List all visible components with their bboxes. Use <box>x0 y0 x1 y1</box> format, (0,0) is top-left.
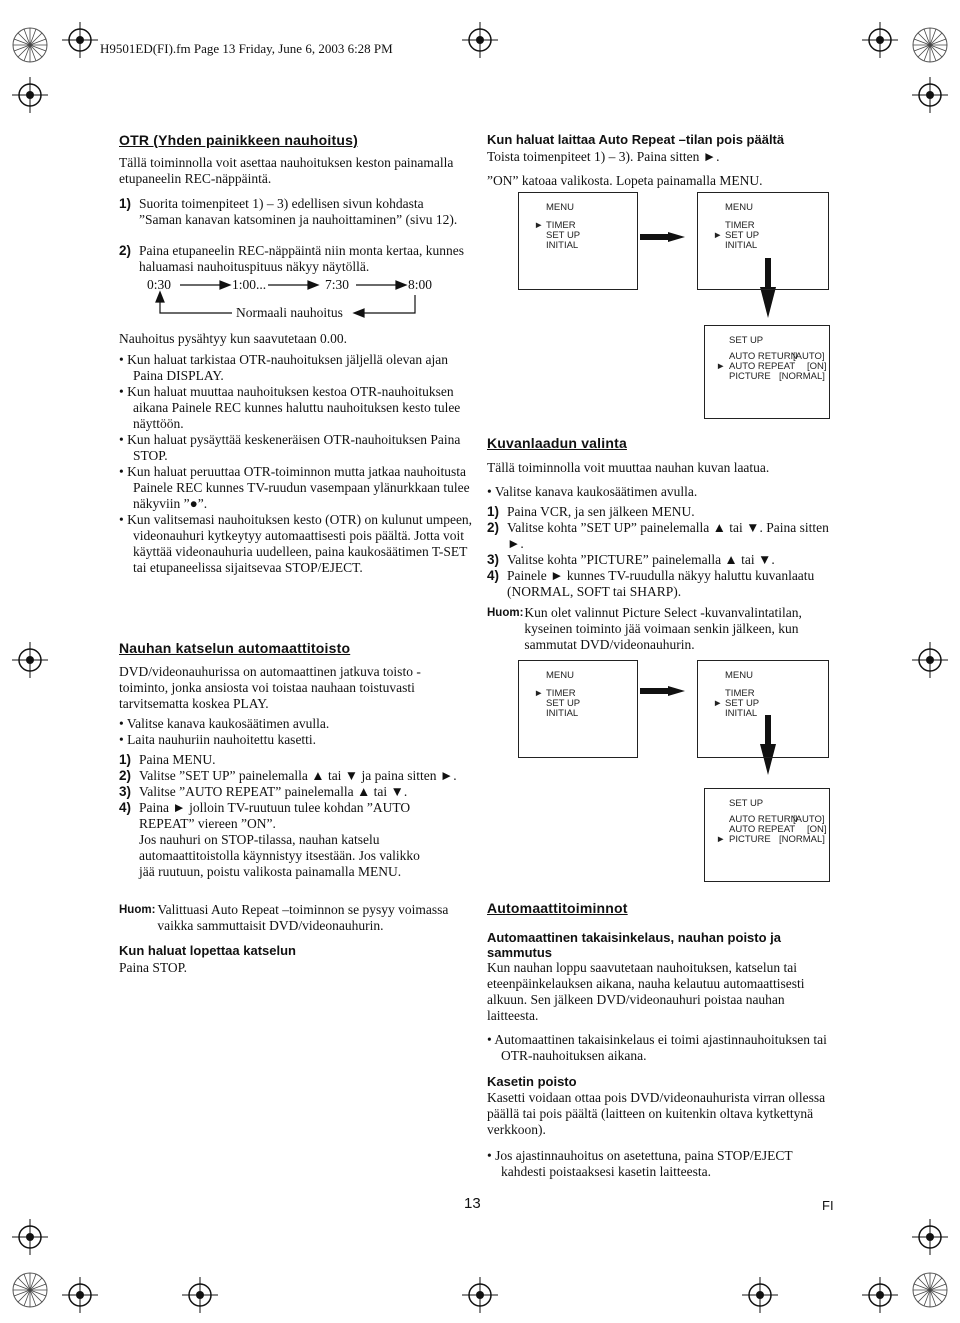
bullet-item: • Kun haluat muuttaa nauhoituksen kestoa OTR-nauhoituksen aikana Painele REC kunnes haluttu nauhoituksen kesto tulee näyttöön. <box>119 384 461 431</box>
otr-bullets <box>119 352 474 576</box>
auto-functions-title: Automaattitoiminnot <box>487 900 628 916</box>
tv-menu-screen: MENU ► TIMER SET UP INITIAL <box>518 192 638 290</box>
step-item: 4) Painele ► kunnes TV-ruudulla näkyy haluttu kuvanlaatu (NORMAL, SOFT tai SHARP). <box>487 568 815 599</box>
tv-setup-screen-picture: SET UP AUTO RETURN [AUTO] AUTO REPEAT [ON] ► PICTURE [NORMAL] <box>704 788 830 882</box>
otr-step-2 <box>119 243 469 275</box>
step-text: Suorita toimenpiteet 1) – 3) edellisen sivun kohdasta ”Saman kanavan katsominen ja nauhoittaminen” (sivu 12). <box>139 196 458 227</box>
auto-bullet1: • Automaattinen takaisinkelaus ei toimi ajastinnauhoituksen tai OTR-nauhoituksen aikana. <box>487 1032 827 1063</box>
starburst-icon <box>13 28 47 62</box>
seq-value: 0:30 <box>147 277 172 292</box>
cursor-arrow-icon: ► <box>534 220 544 231</box>
tv-setup-screen: SET UP AUTO RETURN [AUTO] ► AUTO REPEAT [ON] PICTURE [NORMAL] <box>704 325 830 419</box>
autorepeat-note <box>119 902 464 934</box>
page-number: 13 <box>464 1195 481 1212</box>
auto-repeat-off-line1: Toista toimenpiteet 1) – 3). Paina sitten ►. <box>487 149 720 164</box>
otr-title: OTR (Yhden painikkeen nauhoitus) <box>119 132 358 148</box>
step-item: 4) Paina ► jolloin TV-ruutuun tulee kohdan ”AUTO REPEAT” viereen ”ON”. <box>119 800 411 831</box>
step-item: 1) Paina VCR, ja sen jälkeen MENU. <box>487 504 695 519</box>
step-number: 1) <box>119 196 132 211</box>
bullet-item: • Kun haluat pysäyttää keskeneräisen OTR-nauhoituksen Paina STOP. <box>119 432 461 463</box>
stop-viewing-text: Paina STOP. <box>119 960 188 975</box>
step-4-extra: Jos nauhuri on STOP-tilassa, nauhan katselu automaattitoistolla käynnistyy itsestään. Jos valikko jää ruutuun, poistu valikosta painamalla MENU. <box>139 832 420 879</box>
bullet-item: • Kun haluat tarkistaa OTR-nauhoituksen jäljellä olevan ajan Paina DISPLAY. <box>119 352 449 383</box>
crosshair-target-icon <box>62 1277 98 1313</box>
seq-value: 8:00 <box>408 277 433 292</box>
auto-repeat-off-line2: ”ON” katoaa valikosta. Lopeta painamalla MENU. <box>487 173 763 188</box>
otr-intro: Tällä toiminnolla voit asettaa nauhoituksen keston painamalla etupaneelin REC-näppäintä. <box>119 155 454 186</box>
note-label: Huom: <box>119 904 156 916</box>
bullet-item: • Laita nauhuriin nauhoitettu kasetti. <box>119 732 317 747</box>
auto-text1: Kun nauhan loppu saavutetaan nauhoituksen, katselun tai eteenpäinkelauksen aikana, nauha kelautuu automaattisesti alkuun. Sen jälkeen DVD/videonauhuri poistaa nauhan laitteesta. <box>487 960 805 1023</box>
picture-title: Kuvanlaadun valinta <box>487 435 627 451</box>
cursor-arrow-icon: ► <box>716 834 726 845</box>
cursor-arrow-icon: ► <box>713 698 723 709</box>
crosshair-target-icon <box>862 1277 898 1313</box>
cursor-arrow-icon: ► <box>716 361 726 372</box>
picture-bullet: • Valitse kanava kaukosäätimen avulla. <box>487 484 698 499</box>
crosshair-target-icon <box>12 77 48 113</box>
step-item: 1) Paina MENU. <box>119 752 216 767</box>
bullet-item: • Valitse kanava kaukosäätimen avulla. <box>119 716 330 731</box>
tv-menu-screen-setup: MENU TIMER ► SET UP INITIAL <box>697 660 829 758</box>
otr-step-1 <box>119 196 469 228</box>
autorepeat-intro: DVD/videonauhurissa on automaattinen jatkuva toisto -toiminto, jonka ansiosta voi toistaa nauhaan toistuvasti tarvitsematta koskea PLAY. <box>119 664 421 711</box>
file-info-header: H9501ED(FI).fm Page 13 Friday, June 6, 2003 6:28 PM <box>100 41 393 56</box>
stop-viewing-title: Kun haluat lopettaa katselun <box>119 943 296 958</box>
crosshair-target-icon <box>912 1219 948 1255</box>
step-text: Paina etupaneelin REC-näppäintä niin monta kertaa, kunnes haluamasi nauhoituspituus näkyy näytöllä. <box>139 243 465 274</box>
note-text: Kun olet valinnut Picture Select -kuvanvalintatilan, kyseinen toiminto jää voimaan senkin jälkeen, kun sammutat DVD/videonauhurin. <box>524 605 802 652</box>
crosshair-target-icon <box>182 1277 218 1313</box>
crosshair-target-icon <box>462 22 498 58</box>
crosshair-target-icon <box>742 1277 778 1313</box>
auto-text2: Kasetti voidaan ottaa pois DVD/videonauhurista virran ollessa päällä tai pois päältä (laitteen on kuitenkin oltava kytkettynä verkkoon). <box>487 1090 826 1137</box>
crosshair-target-icon <box>12 1219 48 1255</box>
seq-value: 7:30 <box>325 277 350 292</box>
autorepeat-steps <box>119 752 479 880</box>
auto-sub1: Automaattinen takaisinkelaus, nauhan poisto ja sammutus <box>487 930 782 960</box>
step-item: 2) Valitse ”SET UP” painelemalla ▲ tai ▼ ja paina sitten ►. <box>119 768 457 783</box>
starburst-icon <box>13 1273 47 1307</box>
otr-stops-text: Nauhoitus pysähtyy kun saavutetaan 0.00. <box>119 331 347 346</box>
tv-menu-screen-setup: MENU TIMER ► SET UP INITIAL <box>697 192 829 290</box>
crosshair-target-icon <box>912 642 948 678</box>
tv-menu-screen: MENU ► TIMER SET UP INITIAL <box>518 660 638 758</box>
crosshair-target-icon <box>912 77 948 113</box>
cursor-arrow-icon: ► <box>534 688 544 699</box>
crosshair-target-icon <box>462 1277 498 1313</box>
normal-recording-label: Normaali nauhoitus <box>236 305 343 320</box>
bullet-item: • Kun valitsemasi nauhoituksen kesto (OTR) on kulunut umpeen, videonauhuri kytkeytyy automaattisesti pois päältä. Jotta voit käyttää videonauhuria uudelleen, paina kaukosäätimen T-SET tai etupaneelissa sijaitsevaa STOP/EJECT. <box>119 512 473 575</box>
cursor-arrow-icon: ► <box>713 230 723 241</box>
starburst-icon <box>913 28 947 62</box>
step-item: 2) Valitse kohta ”SET UP” painelemalla ▲ tai ▼. Paina sitten ►. <box>487 520 829 551</box>
starburst-icon <box>913 1273 947 1307</box>
crosshair-target-icon <box>862 22 898 58</box>
seq-value: 1:00... <box>232 277 267 292</box>
step-item: 3) Valitse kohta ”PICTURE” painelemalla ▲ tai ▼. <box>487 552 775 567</box>
note-label: Huom: <box>487 607 524 619</box>
picture-steps <box>487 504 832 600</box>
bullet-item: • Kun haluat peruuttaa OTR-toiminnon mutta jatkaa nauhoitusta Painele REC kunnes TV-ruudun vasempaan ylänurkkaan tulee näkyviin ”●”. <box>119 464 470 511</box>
autorepeat-bullets <box>119 716 469 748</box>
autorepeat-title: Nauhan katselun automaattitoisto <box>119 640 351 656</box>
auto-sub2: Kasetin poisto <box>487 1074 577 1089</box>
language-code: FI <box>822 1198 834 1213</box>
step-item: 3) Valitse ”AUTO REPEAT” painelemalla ▲ tai ▼. <box>119 784 408 799</box>
crosshair-target-icon <box>62 22 98 58</box>
note-text: Valittuasi Auto Repeat –toiminnon se pysyy voimassa vaikka sammuttaisit DVD/videonauhurin. <box>157 902 449 933</box>
picture-note <box>487 605 817 653</box>
auto-repeat-off-title: Kun haluat laittaa Auto Repeat –tilan pois päältä <box>487 132 785 147</box>
crosshair-target-icon <box>12 642 48 678</box>
step-number: 2) <box>119 243 132 258</box>
auto-bullet2: • Jos ajastinnauhoitus on asetettuna, paina STOP/EJECT kahdesti poistaaksesi kasetin laitteesta. <box>487 1148 793 1179</box>
picture-intro: Tällä toiminnolla voit muuttaa nauhan kuvan laatua. <box>487 460 770 475</box>
